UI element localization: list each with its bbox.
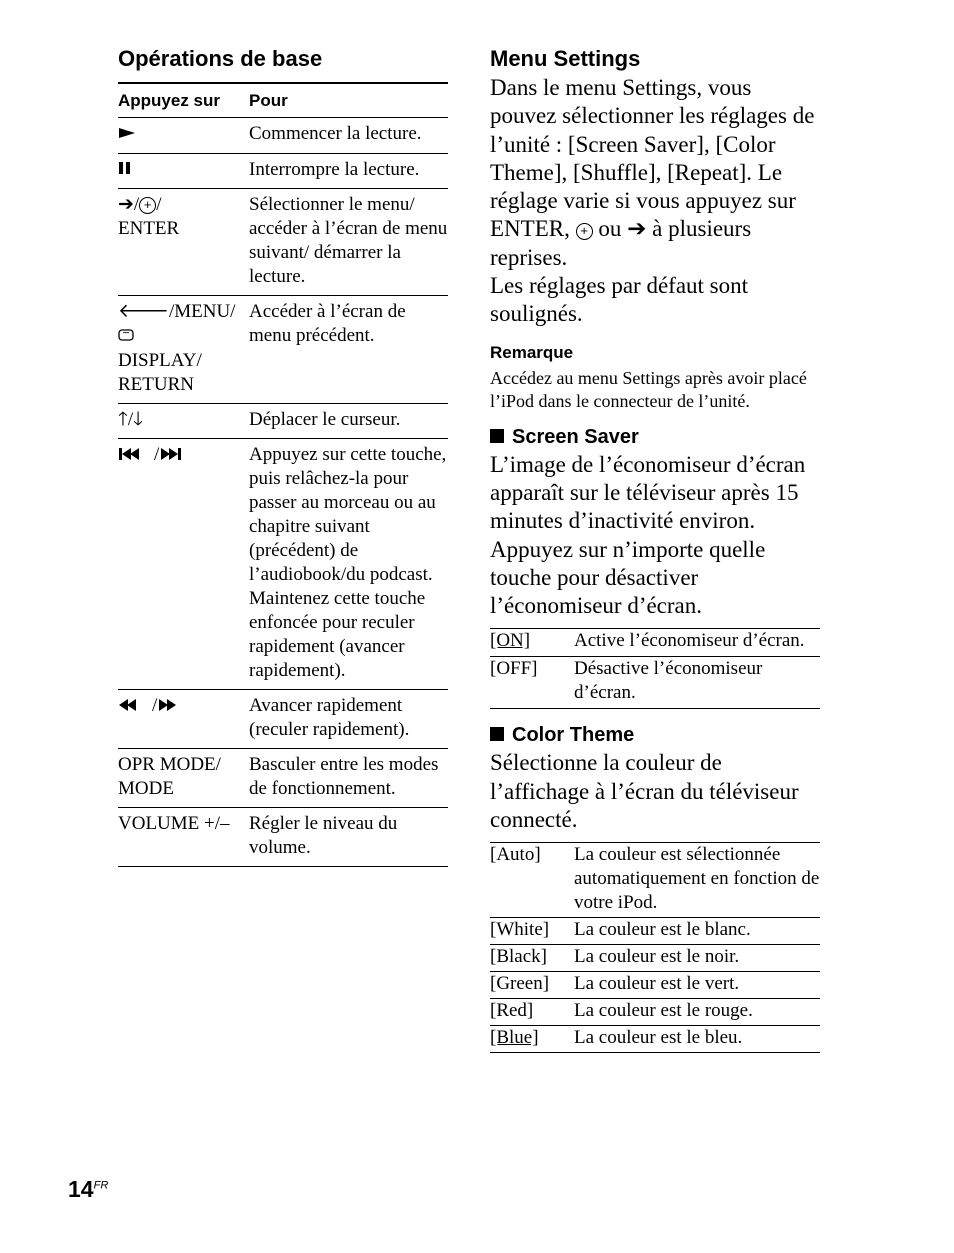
table-row [118,296,448,404]
pause-icon [118,158,132,182]
header-key: Appuyez sur [118,84,249,118]
table-row [490,1026,820,1053]
desc-cell: Avancer rapidement (reculer rapidement). [249,689,448,748]
key-cell: 🡑/🡓 [118,403,249,438]
table-row [490,657,820,709]
section-title-menu-settings: Menu Settings [490,46,641,71]
desc-cell: Sélectionner le menu/ accéder à l’écran de menu suivant/ démarrer la lecture. [249,189,448,296]
screen-saver-heading: Screen Saver [490,423,820,451]
color-theme-options [490,842,820,1053]
option-label: [Blue] [490,1026,574,1053]
option-desc: La couleur est le bleu. [574,1026,820,1053]
left-column [118,44,448,867]
table-row [118,689,448,748]
screen-saver-text: L’image de l’économiseur d’écran apparaît sur le téléviseur après 15 minutes d’inactivité environ. Appuyez sur n’importe quelle touche pour désactiver l’économiseur d’écran. [490,451,806,619]
color-theme-text: Sélectionne la couleur de l’affichage à l’écran du téléviseur connecté. [490,750,799,833]
option-desc: La couleur est le blanc. [574,918,820,945]
table-row [118,189,448,296]
option-desc: La couleur est sélectionnée automatiquement en fonction de votre iPod. [574,843,820,918]
display-icon [118,325,134,349]
table-row [118,807,448,866]
table-row [490,945,820,972]
key-cell: / [118,689,249,748]
option-label: [ON] [490,629,574,657]
note-title: Remarque [490,342,574,362]
option-label: [Auto] [490,843,574,918]
arrow-up-icon: 🡑 [118,408,128,430]
option-desc: Active l’économiseur d’écran. [574,629,820,657]
table-row [118,118,448,154]
square-bullet-icon [490,727,504,741]
option-label: [Black] [490,945,574,972]
key-cell: VOLUME +/– [118,807,249,866]
section-title-operations: Opérations de base [118,46,323,71]
table-row [490,843,820,918]
fast-forward-icon [157,695,191,719]
desc-cell: Accéder à l’écran de menu précédent. [249,296,448,404]
option-label: [Green] [490,972,574,999]
note-text: Accédez au menu Settings après avoir placé l’iPod dans le connecteur de l’unité. [490,367,807,411]
enter-label: ENTER [118,218,180,240]
plus-circle-icon: + [576,223,593,240]
desc-cell: Appuyez sur cette touche, puis relâchez-la pour passer au morceau ou au chapitre suivant (précédent) de l’audiobook/du podcast. Maintenez cette touche enfoncée pour reculer rapidement (avancer rapidement). [249,438,448,689]
arrow-right-icon: ➔ [627,216,647,242]
screen-saver-options [490,628,820,709]
table-row [490,918,820,945]
table-row [490,629,820,657]
table-row [118,403,448,438]
table-row [490,999,820,1026]
plus-circle-icon: + [139,197,156,214]
intro-paragraph: Dans le menu Settings, vous pouvez sélectionner les réglages de l’unité : [Screen Saver], [Color Theme], [Shuffle], [Repeat]. Le réglage varie si vous appuyez sur ENTER, + ou ➔ à plusieurs reprises. [490,75,815,270]
desc-cell: Commencer la lecture. [249,118,448,154]
header-action: Pour [249,84,448,118]
key-cell: 🡐/MENU/ DISPLAY/ RETURN [118,296,249,404]
key-cell: ➔/ + / ENTER [118,189,249,296]
option-label: [Red] [490,999,574,1026]
table-row [118,438,448,689]
option-desc: La couleur est le rouge. [574,999,820,1026]
operations-table [118,84,448,867]
page-number: $14^{FR}$ [68,1176,109,1202]
table-row [490,972,820,999]
square-bullet-icon [490,429,504,443]
arrow-down-icon: 🡓 [133,408,144,430]
desc-cell: Interrompre la lecture. [249,153,448,189]
option-desc: Désactive l’économiseur d’écran. [574,657,820,709]
right-column [490,44,820,1053]
desc-cell: Régler le niveau du volume. [249,807,448,866]
rewind-icon [118,695,152,719]
key-cell [118,118,249,154]
skip-next-icon [159,444,195,468]
skip-previous-icon [118,444,154,468]
option-desc: La couleur est le vert. [574,972,820,999]
table-row [118,153,448,189]
key-cell: / [118,438,249,689]
arrow-right-icon: ➔ [118,194,134,216]
arrow-left-icon: 🡐 [118,301,169,323]
option-label: [White] [490,918,574,945]
key-cell [118,153,249,189]
desc-cell: Basculer entre les modes de fonctionnement. [249,748,448,807]
table-row [118,748,448,807]
key-cell: OPR MODE/ MODE [118,748,249,807]
play-icon [118,123,136,147]
option-desc: La couleur est le noir. [574,945,820,972]
defaults-paragraph: Les réglages par défaut sont soulignés. [490,273,749,327]
desc-cell: Déplacer le curseur. [249,403,448,438]
option-label: [OFF] [490,657,574,709]
color-theme-heading: Color Theme [490,721,820,749]
